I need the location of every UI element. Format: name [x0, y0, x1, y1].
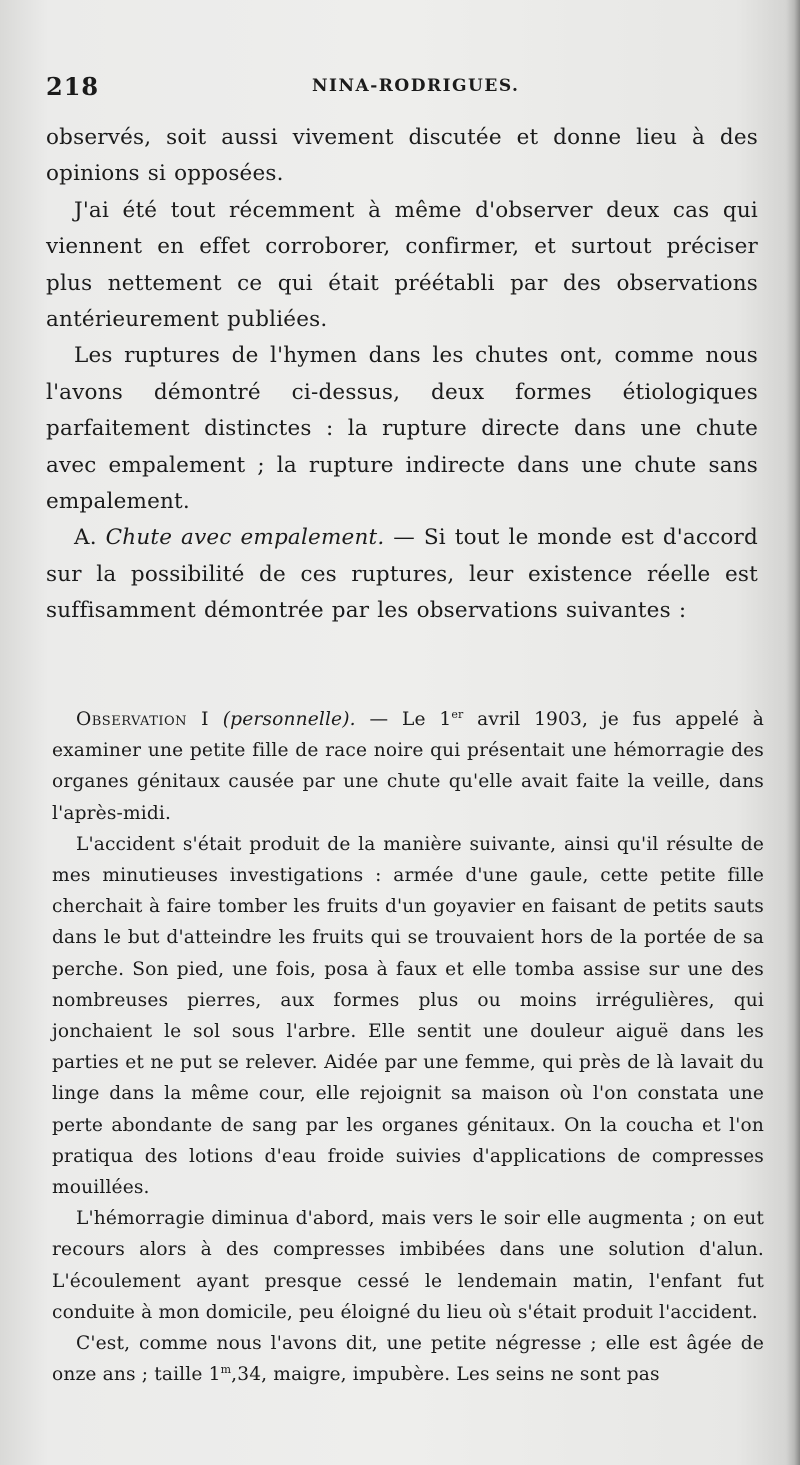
paragraph-cases: J'ai été tout récemment à même d'observer deux cas qui viennent en effet corroborer, confirmer, et surtout préciser plus nettement ce qui était préétabli par des observations antérieurement publiées. [46, 197, 758, 333]
observation-date: — Le 1 [369, 709, 452, 730]
observation-accident: L'accident s'était produit de la manière suivante, ainsi qu'il résulte de mes minutieuses investigations : armée d'une gaule, cette petite fille cherchait à faire tomber les fruits d'un goyavier en faisant de petits sauts dans le but d'atteindre les fruits qui se trouvaient hors de la portée de sa perche. Son pied, une fois, posa à faux et elle tomba assise sur une des nombreuses pierres, aux formes plus ou moins irrégulières, qui jonchaient le sol sous l'arbre. Elle sentit une douleur aiguë dans les parties et ne put se relever. Aidée par une femme, qui près de là lavait du linge dans la même cour, elle rejoignit sa maison où l'on constata une perte abondante de sang par les organes génitaux. On la coucha et l'on pratiqua des lotions d'eau froide suivies d'applications de compresses mouillées. [52, 833, 764, 1199]
observation-description [52, 1328, 764, 1390]
page-edge-shadow [786, 0, 800, 1465]
observation-intro-text: avril 1903, je fus appelé à examiner une petite fille de race noire qui présentait une hémorragie des organes génitaux causée par une chute qu'elle avait faite la veille, dans l'après-midi. [52, 709, 764, 824]
description-start: C'est, comme nous l'avons dit, une petite négresse ; elle est âgée de onze ans ; taille 1 [52, 1333, 764, 1386]
observation-date-sup: er [451, 707, 464, 721]
running-title: NINA-RODRIGUES. [312, 76, 520, 96]
observation-label: Observation I [76, 709, 209, 730]
section-a-text: — Si tout le monde est d'accord sur la possibilité de ces ruptures, leur existence réelle est suffisamment démontrée par les observations suivantes : [46, 525, 758, 624]
page-number: 218 [46, 72, 100, 101]
observation-intro [52, 704, 764, 829]
observation-qualifier: (personnelle). [222, 709, 356, 730]
observation-block [52, 704, 764, 1390]
section-a-letter: A. [74, 525, 97, 551]
description-end: ,34, maigre, impubère. Les seins ne sont pas [231, 1364, 660, 1386]
observation-hemorrhage: L'hémorragie diminua d'abord, mais vers le soir elle augmenta ; on eut recours alors à des compresses imbibées dans une solution d'alun. L'écoulement ayant presque cessé le lendemain matin, l'enfant fut conduite à mon domicile, peu éloigné du lieu où s'était produit l'accident. [52, 1208, 764, 1323]
paragraph-continuation: observés, soit aussi vivement discutée et donne lieu à des opinions si opposées. [46, 125, 758, 187]
running-header [46, 72, 756, 108]
description-sup: m [220, 1363, 232, 1377]
section-a-paragraph [46, 520, 758, 629]
main-text [46, 120, 758, 630]
paragraph-ruptures: Les ruptures de l'hymen dans les chutes ont, comme nous l'avons démontré ci-dessus, deux formes étiologiques parfaitement distinctes : la rupture directe dans une chute avec empalement ; la rupture indirecte dans une chute sans empalement. [46, 343, 758, 515]
section-a-title: Chute avec empalement. [105, 525, 385, 551]
